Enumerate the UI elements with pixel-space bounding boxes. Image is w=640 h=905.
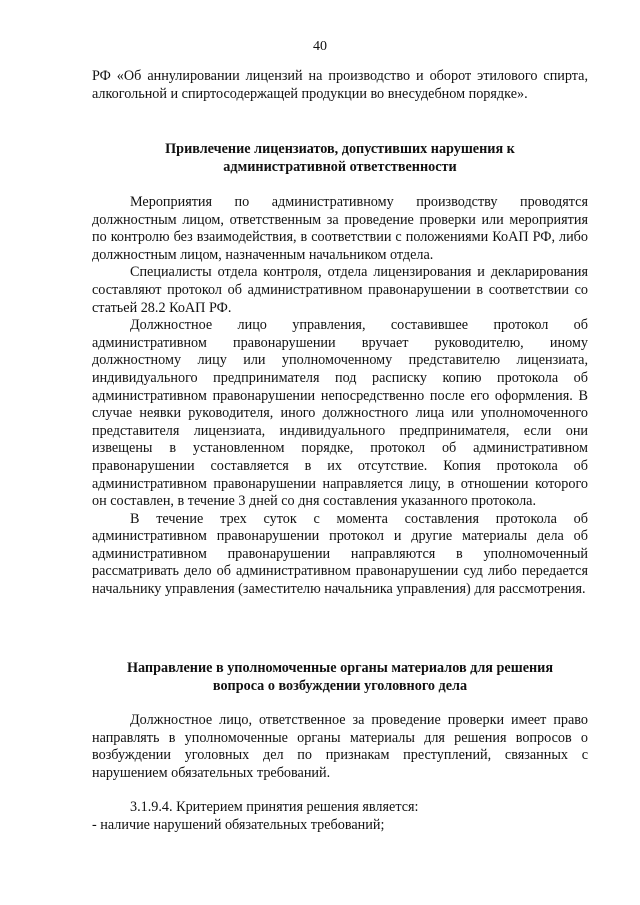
section2-body xyxy=(92,712,588,782)
section1-paragraph-4: В течение трех суток с момента составления протокола об административном правонарушении протокол и другие материалы дела об административном правонарушении направляются в уполномоченный рассматривать дело об административном правонарушении суд либо передается начальнику управления (заместителю начальника управления) для рассмотрения. xyxy=(92,510,588,598)
criteria-line-1: 3.1.9.4. Критерием принятия решения является: xyxy=(130,799,419,815)
section1-heading-line1: Привлечение лицензиатов, допустивших нарушения к xyxy=(165,141,515,157)
section2-heading xyxy=(92,660,588,695)
intro-paragraph-block xyxy=(92,68,588,103)
criteria-line-2: - наличие нарушений обязательных требований; xyxy=(92,816,385,833)
criteria-block xyxy=(92,799,588,834)
section2-heading-line2: вопроса о возбуждении уголовного дела xyxy=(212,677,468,694)
intro-paragraph: РФ «Об аннулировании лицензий на производство и оборот этилового спирта, алкогольной и спиртосодержащей продукции во внесудебном порядке». xyxy=(92,68,588,102)
section2-heading-line1: Направление в уполномоченные органы материалов для решения xyxy=(126,660,554,676)
section1-heading xyxy=(92,141,588,176)
section1-paragraph-2: Специалисты отдела контроля, отдела лицензирования и декларирования составляют протокол об административном правонарушении в соответствии со статьей 28.2 КоАП РФ. xyxy=(92,264,588,316)
section1-paragraph-1: Мероприятия по административному производству проводятся должностным лицом, ответственным за проведение проверки или мероприятия по контролю без взаимодействия, в соответствии с положениями КоАП РФ, либо должностным лицом, назначенным начальником отдела. xyxy=(92,194,588,263)
section1-paragraph-3: Должностное лицо управления, составившее протокол об административном правонарушении вручает руководителю, иному должностному лицу или уполномоченному представителю лицензиата, индивидуального предпринимателя под расписку копию протокола об административном правонарушении непосредственно после его оформления. В случае неявки руководителя, иного должностного лица или уполномоченного представителя лицензиата, индивидуального предпринимателя, если они извещены в установленном порядке, протокол об административном правонарушении составляется в их отсутствие. Копия протокола об административном правонарушении направляется лицу, в отношении которого он составлен, в течение 3 дней со дня составления указанного протокола. xyxy=(92,317,588,510)
section2-paragraph-1: Должностное лицо, ответственное за проведение проверки имеет право направлять в уполномоченные органы материалы для решения вопросов о возбуждении уголовных дел по признакам преступлений, связанных с нарушением обязательных требований. xyxy=(92,712,588,781)
page-number: 40 xyxy=(313,39,327,54)
section1-body xyxy=(92,194,588,599)
section1-heading-line2: административной ответственности xyxy=(223,158,457,175)
